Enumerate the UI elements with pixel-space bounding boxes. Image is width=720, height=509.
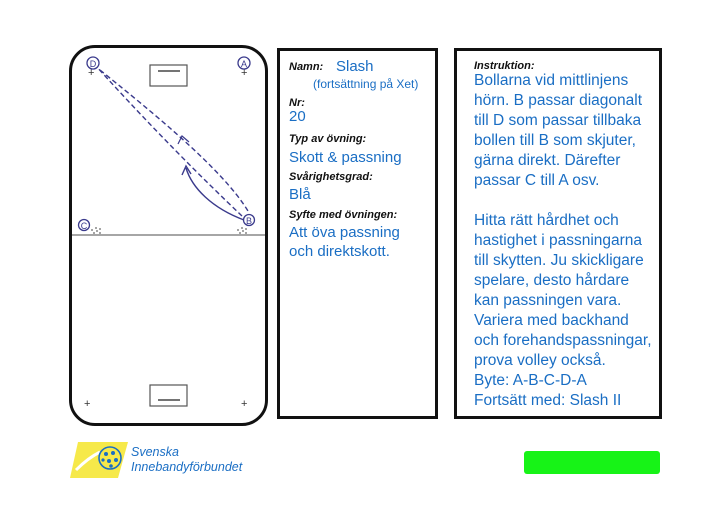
name-note: (fortsättning på Xet) — [313, 77, 419, 91]
instruction-panel — [454, 48, 662, 419]
type-value: Skott & passning — [289, 149, 402, 166]
name-value: Slash — [336, 58, 374, 75]
rink-diagram — [69, 45, 268, 426]
nr-label: Nr: — [289, 97, 305, 109]
bottom-goal — [150, 385, 187, 406]
corner-mark: + — [241, 67, 248, 79]
pass-b-to-d-line — [96, 66, 242, 216]
run-b-line — [186, 168, 244, 220]
instruction-label: Instruktion: — [474, 60, 535, 72]
federation-logo — [70, 440, 270, 480]
player-c-label: C — [80, 221, 88, 231]
player-a-label: A — [240, 59, 248, 69]
pass-d-to-b-line — [100, 70, 248, 211]
player-b-marker — [244, 215, 255, 227]
corner-mark: + — [241, 398, 248, 410]
logo-line-2: Innebandyförbundet — [131, 460, 243, 474]
difficulty-value: Blå — [289, 186, 311, 203]
player-c-marker — [79, 220, 90, 232]
top-goal — [150, 65, 187, 86]
purpose-line-1: Att öva passning — [289, 224, 400, 241]
logo-line-1: Svenska — [131, 445, 179, 459]
corner-mark: + — [84, 398, 91, 410]
player-d-label: D — [89, 59, 97, 69]
player-b-label: B — [245, 216, 253, 226]
ball-pile-icon — [91, 227, 101, 234]
nr-value: 20 — [289, 108, 306, 125]
corner-mark: + — [88, 67, 95, 79]
floorball-logo-icon — [70, 440, 130, 480]
name-label: Namn: — [289, 61, 324, 73]
rink-drawing — [72, 48, 265, 423]
ball-pile-icon — [237, 227, 247, 234]
purpose-label: Syfte med övningen: — [289, 209, 398, 221]
type-label: Typ av övning: — [289, 133, 367, 145]
green-bar-button[interactable] — [524, 451, 660, 474]
difficulty-label: Svårighetsgrad: — [289, 171, 373, 183]
instruction-text: Bollarna vid mittlinjens hörn. B passar diagonalt till D som passar tillbaka bollen till B som skjuter, gärna direkt. Därefter passar C till A osv. Hitta rätt hårdhet och hastighet i passningarna till skytten. Ju skickligare spelare, desto hårdare kan passningen vara. Variera med backhand och forehandspassningar, prova volley också. Byte: A-B-C-D-A Fortsätt med: Slash II — [474, 72, 652, 409]
drill-info-panel — [277, 48, 438, 419]
purpose-line-2: och direktskott. — [289, 243, 390, 260]
